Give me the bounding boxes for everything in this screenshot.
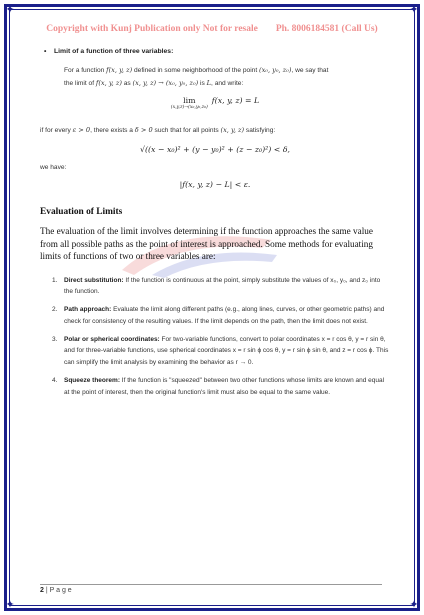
corner-ornament-bottom-left: ✦ <box>5 598 15 611</box>
we-have-text: we have: <box>40 164 67 171</box>
section-title-evaluation: Evaluation of Limits <box>40 207 123 217</box>
distance-inequality: √((x − x₀)² + (y − y₀)² + (z − z₀)²) < δ, <box>140 145 290 154</box>
page-content <box>40 46 390 405</box>
limit-inequality: |f(x, y, z) − L| < ε. <box>179 180 251 189</box>
method-item: 4. Squeeze theorem: If the function is "squeezed" between two other functions whose limits are known and equal at the point of interest, then the original function's limit must also be equal to the same value. <box>52 377 385 396</box>
method-item: 1. Direct substitution: If the function is continuous at the point, simply substitute the values of x₀, y₀, and z₀ into the function. <box>52 276 381 296</box>
limit3-heading: • Limit of a function of three variables: <box>40 46 390 58</box>
limit3-definition: For a function f(x, y, z) defined in some neighborhood of the point (x₀, y₀, z₀), we say that the limit of f(x, y, z) as (x, y, z) → (x₀, y₀, z₀) is L, and write: <box>64 66 329 87</box>
lim-rhs: f(x, y, z) = L <box>211 96 260 105</box>
epsilon-delta-text: if for every ε > 0, there exists a δ > 0 such that for all points (x, y, z) satisfying: <box>40 126 276 134</box>
page-label: | P a g e <box>45 587 72 594</box>
limit-equation <box>40 96 390 118</box>
lim-subscript: (x,y,z)→(x₀,y₀,z₀) <box>170 105 208 110</box>
method-item: 3. Polar or spherical coordinates: For two-variable functions, convert to polar coordinates x = r cos θ, y = r sin θ, and for three-variable functions, use spherical coordinates x = r sin ϕ cos θ, y = r sin ϕ sin θ, and z = r cos ϕ. This can simplify the limit analysis by examining the behavior as r → 0. <box>52 335 389 367</box>
methods-list <box>40 275 390 399</box>
lim-word: lim <box>183 96 196 105</box>
phone-text: Ph. 8006184581 (Call Us) <box>275 24 378 34</box>
copyright-text: Copyright with Kunj Publication only Not for resale <box>46 24 258 34</box>
corner-ornament-top-left: ✦ <box>5 3 15 16</box>
evaluation-intro: The evaluation of the limit involves determining if the function approaches the same value from all possible paths as the point of interest is approached. Some methods for evaluating limits of functions of two or three variables are: <box>40 226 373 261</box>
copyright-header <box>0 24 424 34</box>
page-number: 2 <box>40 587 44 594</box>
method-item: 2. Path approach: Evaluate the limit along different paths (e.g., along lines, curves, or other geometric paths) and check for consistency of the resulting values. If the limit depends on the path, then the limit does not exist. <box>52 306 385 325</box>
corner-ornament-top-right: ✦ <box>409 3 419 16</box>
page-footer <box>40 584 382 594</box>
corner-ornament-bottom-right: ✦ <box>409 598 419 611</box>
